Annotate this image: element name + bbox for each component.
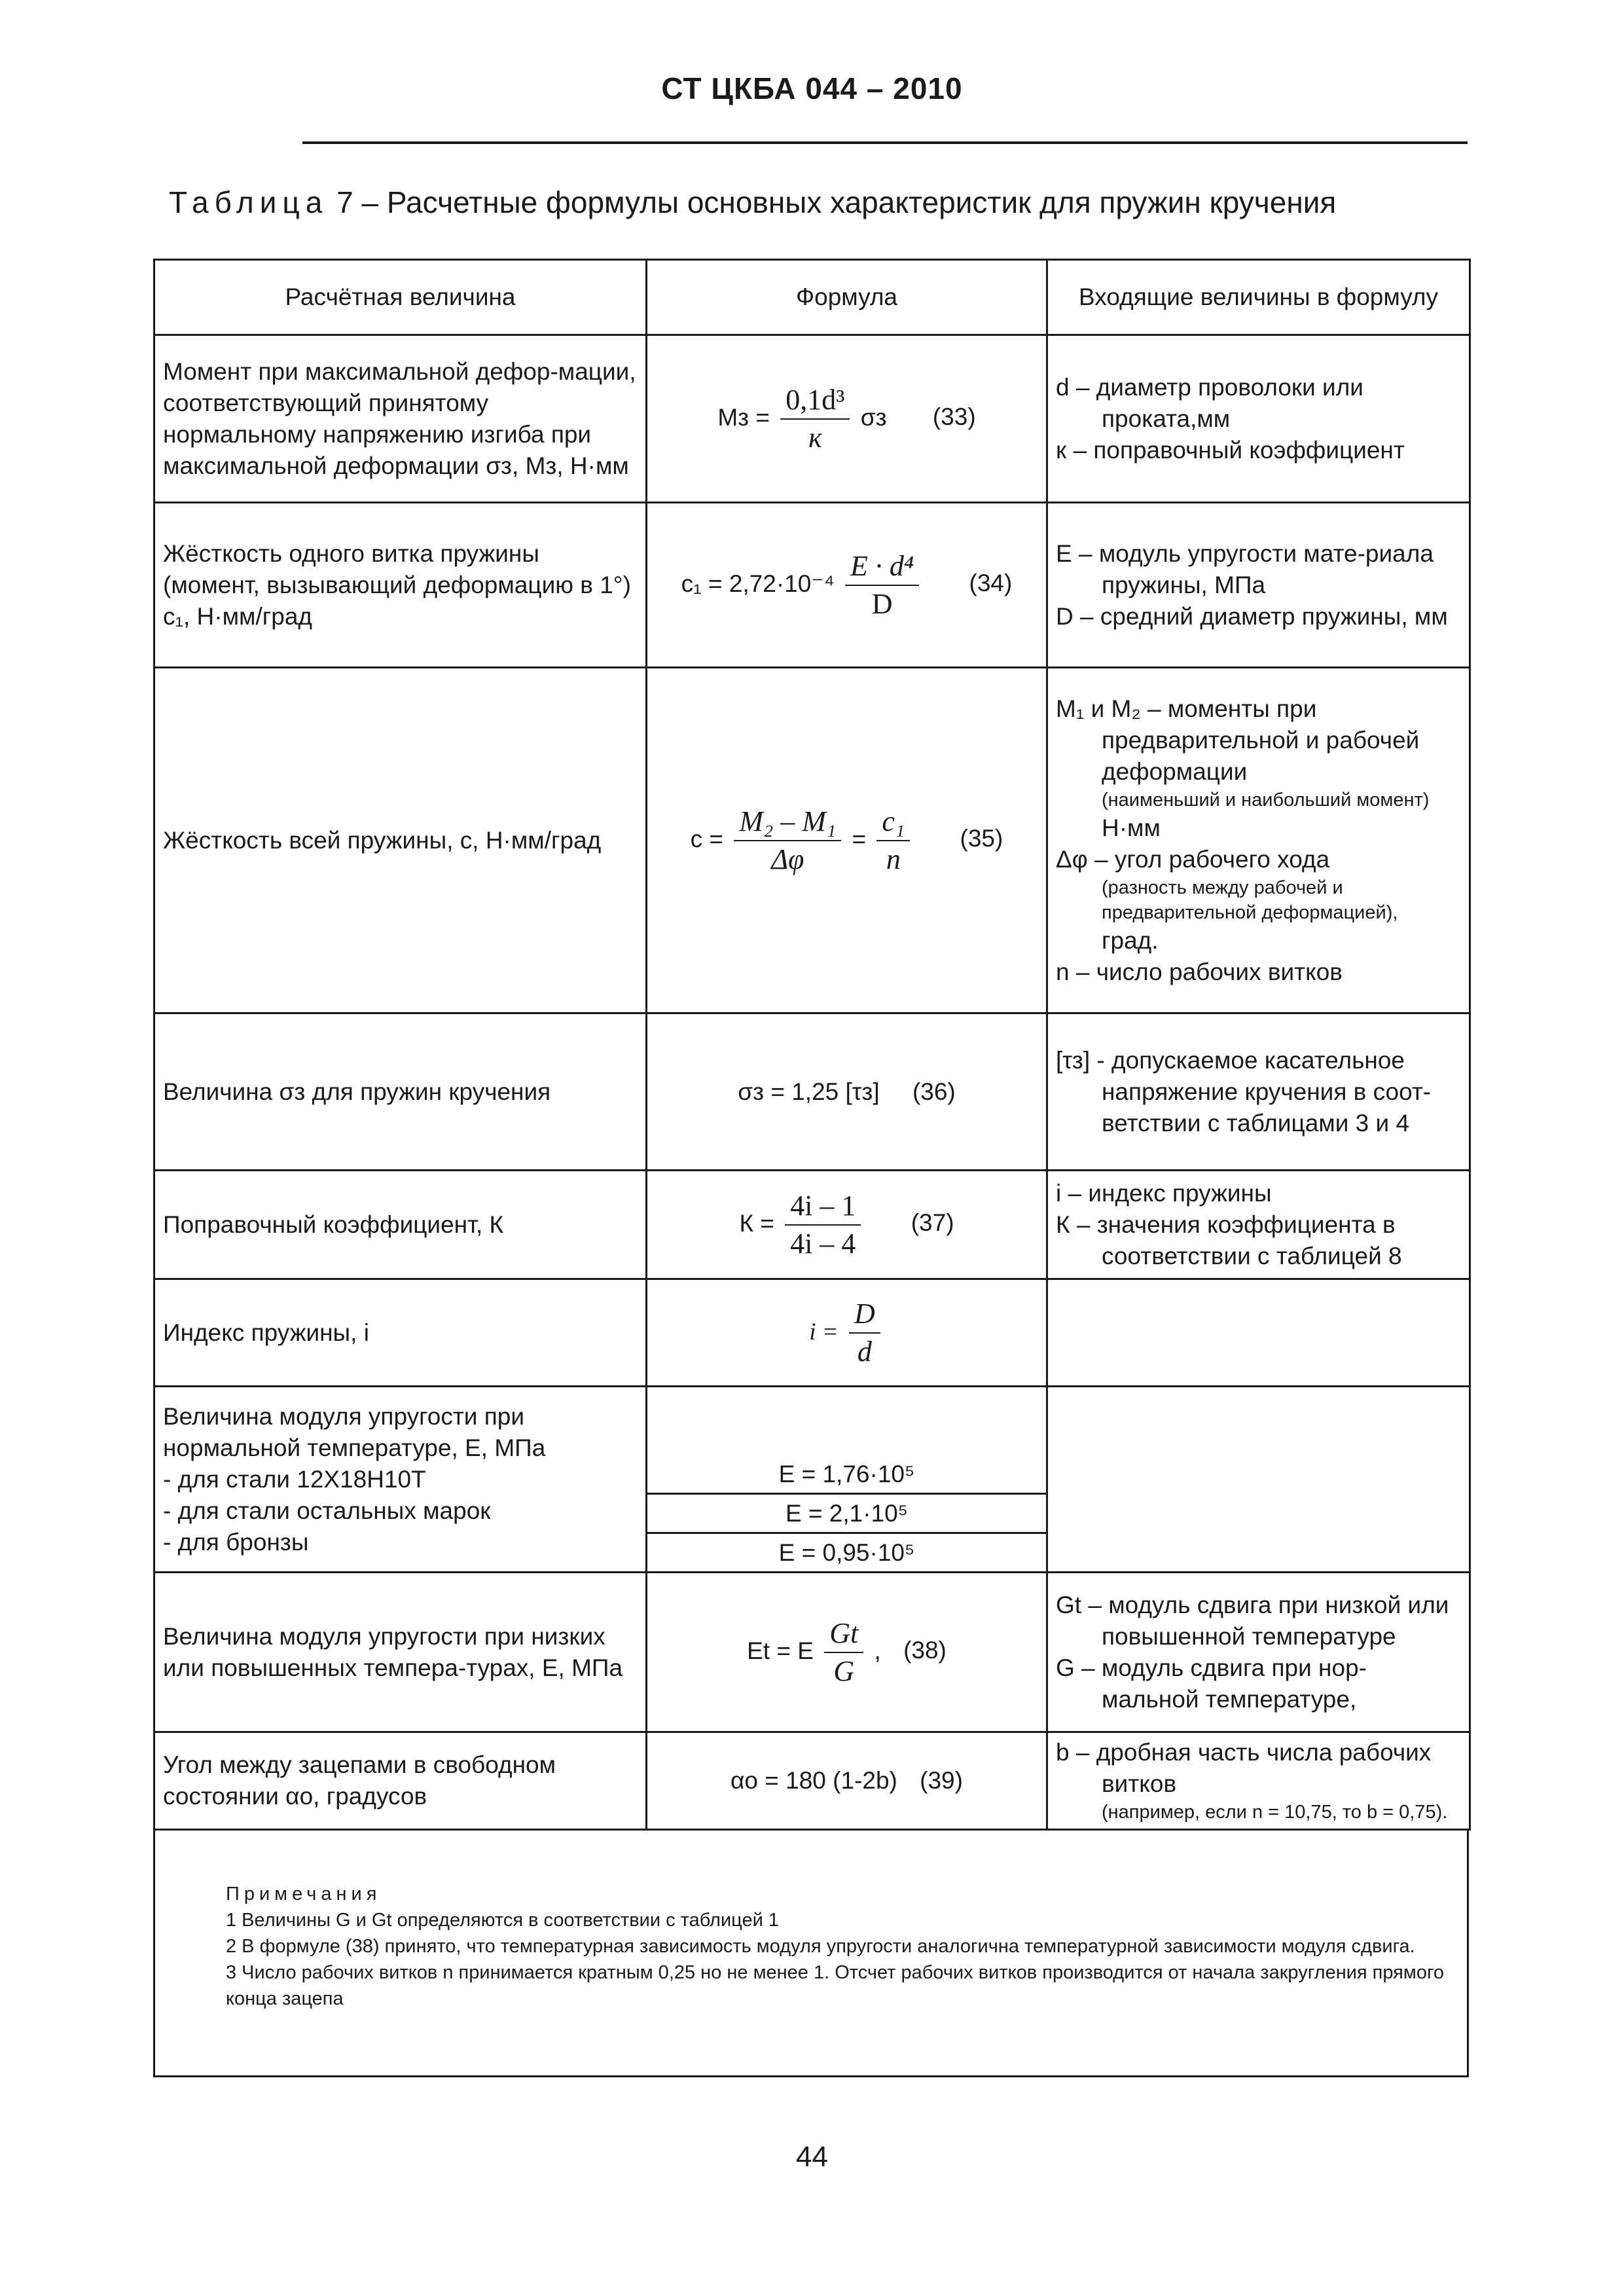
formula-denominator: G bbox=[833, 1654, 855, 1687]
formula-denominator-2: n bbox=[886, 843, 901, 875]
input-line: К – значения коэффициента в соответствии с таблицей 8 bbox=[1056, 1211, 1402, 1269]
modulus-values bbox=[647, 1455, 1046, 1571]
equation-number: (34) bbox=[969, 570, 1013, 597]
quantity-line: - для стали 12Х18Н10Т bbox=[163, 1465, 426, 1493]
equation-number: (38) bbox=[903, 1637, 947, 1664]
row-inputs bbox=[1047, 335, 1470, 503]
row-formula bbox=[647, 1279, 1047, 1387]
table-caption bbox=[169, 185, 1336, 220]
row-quantity: Жёсткость одного витка пружины (момент, вызывающий деформацию в 1°) c₁, Н·мм/град bbox=[154, 503, 647, 668]
document-header: СТ ЦКБА 044 – 2010 bbox=[661, 71, 963, 105]
formula-lhs: К = bbox=[739, 1209, 774, 1237]
table-row bbox=[154, 1171, 1470, 1279]
row-quantity: Угол между зацепами в свободном состоянии αо, градусов bbox=[154, 1732, 647, 1830]
table-row bbox=[154, 503, 1470, 668]
formula-equals: = bbox=[852, 825, 867, 852]
table-row bbox=[154, 668, 1470, 1013]
input-line: i – индекс пружины bbox=[1056, 1179, 1272, 1207]
row-quantity: Индекс пружины, i bbox=[154, 1279, 647, 1387]
formula-lhs: c = bbox=[690, 825, 724, 852]
formula-lhs: c₁ = 2,72·10⁻⁴ bbox=[681, 570, 835, 597]
col-header-quantity: Расчётная величина bbox=[154, 260, 647, 335]
row-formula bbox=[647, 1013, 1047, 1171]
col-header-inputs: Входящие величины в формулу bbox=[1047, 260, 1470, 335]
formula-numerator: 0,1d³ bbox=[780, 383, 850, 420]
note-item: 2 В формуле (38) принято, что температурная зависимость модуля упругости аналогична температурной зависимости модуля сдвига. bbox=[226, 1936, 1415, 1957]
input-line: G – модуль сдвига при нор-мальной температуре, bbox=[1056, 1654, 1367, 1713]
formula-numerator: D bbox=[849, 1297, 880, 1334]
formula-text: σз = 1,25 [τз] bbox=[738, 1078, 880, 1105]
quantity-line: - для бронзы bbox=[163, 1528, 309, 1556]
row-formula bbox=[647, 503, 1047, 668]
input-line: Н·мм bbox=[1102, 814, 1161, 841]
row-formula bbox=[647, 1573, 1047, 1732]
formula-numerator-2: c₁ bbox=[876, 805, 910, 841]
row-formula bbox=[647, 668, 1047, 1013]
modulus-value: E = 0,95·10⁵ bbox=[647, 1532, 1046, 1571]
formula-fraction bbox=[785, 1189, 861, 1261]
input-line: D – средний диаметр пружины, мм bbox=[1056, 602, 1448, 630]
formula-lhs: Et = E bbox=[747, 1637, 814, 1664]
table-row bbox=[154, 1387, 1470, 1573]
input-line: b – дробная часть числа рабочих витков bbox=[1056, 1739, 1432, 1797]
formula-fraction-2 bbox=[876, 805, 910, 877]
row-quantity: Момент при максимальной дефор-мации, соответствующий принятому нормальному напряжению изгиба при максимальной деформации σз, Мз, Н·мм bbox=[154, 335, 647, 503]
formula-denominator: Δφ bbox=[771, 843, 804, 875]
formula-lhs: i = bbox=[809, 1318, 839, 1345]
row-inputs bbox=[1047, 1279, 1470, 1387]
modulus-value: E = 1,76·10⁵ bbox=[778, 1461, 915, 1487]
formula-denominator: 4i – 4 bbox=[790, 1227, 856, 1260]
input-line: Gt – модуль сдвига при низкой или повышенной температуре bbox=[1056, 1591, 1449, 1650]
formula-numerator: 4i – 1 bbox=[785, 1189, 861, 1226]
row-inputs bbox=[1047, 668, 1470, 1013]
table-row bbox=[154, 1573, 1470, 1732]
notes-section bbox=[153, 1829, 1469, 2077]
row-inputs bbox=[1047, 1171, 1470, 1279]
formula-denominator: d bbox=[857, 1335, 872, 1368]
row-quantity: Величина модуля упругости при низких или повышенных темпера-турах, E, МПа bbox=[154, 1573, 647, 1732]
formula-denominator: D bbox=[871, 587, 893, 620]
formula-fraction bbox=[780, 383, 850, 455]
row-formula bbox=[647, 1732, 1047, 1830]
equation-number: (36) bbox=[912, 1078, 956, 1105]
row-inputs bbox=[1047, 1573, 1470, 1732]
note-item: 3 Число рабочих витков n принимается кратным 0,25 но не менее 1. Отсчет рабочих витков производится от начала закругления прямого конца зацепа bbox=[226, 1962, 1445, 2009]
page-number: 44 bbox=[796, 2141, 828, 2173]
input-line: [τз] - допускаемое касательное напряжение кручения в соот-ветствии с таблицами 3 и 4 bbox=[1056, 1046, 1432, 1137]
input-line: E – модуль упругости мате-риала пружины, МПа bbox=[1056, 539, 1434, 598]
note-item: 1 Величины G и Gt определяются в соответствии с таблицей 1 bbox=[226, 1910, 779, 1931]
row-quantity bbox=[154, 1387, 647, 1573]
formula-text: αо = 180 (1-2b) bbox=[731, 1767, 897, 1794]
row-formula bbox=[647, 1387, 1047, 1573]
row-quantity: Величина σз для пружин кручения bbox=[154, 1013, 647, 1171]
formula-fraction bbox=[734, 805, 841, 877]
caption-label: Таблица bbox=[169, 185, 329, 219]
equation-number: (37) bbox=[911, 1209, 954, 1237]
formula-fraction bbox=[824, 1616, 863, 1688]
col-header-formula: Формула bbox=[647, 260, 1047, 335]
input-line: град. bbox=[1102, 926, 1159, 954]
formula-tail: , bbox=[874, 1637, 881, 1664]
input-line: к – поправочный коэффициент bbox=[1056, 436, 1405, 464]
formula-fraction bbox=[849, 1297, 880, 1369]
header-rule bbox=[302, 141, 1468, 144]
row-formula bbox=[647, 1171, 1047, 1279]
input-line: d – диаметр проволоки или проката,мм bbox=[1056, 373, 1363, 432]
formula-denominator: к bbox=[808, 421, 822, 454]
modulus-value: E = 2,1·10⁵ bbox=[647, 1493, 1046, 1532]
table-row bbox=[154, 1732, 1470, 1830]
notes-heading: Примечания bbox=[226, 1884, 382, 1904]
input-line: Δφ – угол рабочего хода bbox=[1056, 845, 1330, 873]
row-quantity: Жёсткость всей пружины, с, Н·мм/град bbox=[154, 668, 647, 1013]
row-inputs bbox=[1047, 1387, 1470, 1573]
input-note: (разность между рабочей и предварительной деформацией), bbox=[1102, 877, 1398, 923]
table-row bbox=[154, 1013, 1470, 1171]
row-inputs bbox=[1047, 503, 1470, 668]
input-note: (наименьший и наибольший момент) bbox=[1102, 789, 1430, 811]
table-header-row bbox=[154, 260, 1470, 335]
equation-number: (39) bbox=[920, 1767, 963, 1794]
input-note: (например, если n = 10,75, то b = 0,75). bbox=[1102, 1802, 1448, 1823]
quantity-line: Величина модуля упругости при нормальной температуре, E, МПа bbox=[163, 1402, 546, 1461]
row-inputs bbox=[1047, 1732, 1470, 1830]
caption-text: 7 – Расчетные формулы основных характеристик для пружин кручения bbox=[336, 185, 1337, 219]
quantity-line: - для стали остальных марок bbox=[163, 1497, 491, 1524]
formula-numerator: E · d⁴ bbox=[845, 549, 919, 586]
formula-fraction bbox=[845, 549, 919, 621]
formula-tail: σз bbox=[860, 403, 887, 431]
formula-table bbox=[153, 259, 1471, 1831]
table-row bbox=[154, 335, 1470, 503]
equation-number: (35) bbox=[960, 825, 1003, 852]
row-formula bbox=[647, 335, 1047, 503]
row-quantity: Поправочный коэффициент, К bbox=[154, 1171, 647, 1279]
formula-lhs: Мз = bbox=[717, 403, 770, 431]
input-line: n – число рабочих витков bbox=[1056, 958, 1343, 985]
input-line: M₁ и M₂ – моменты при предварительной и рабочей деформации bbox=[1056, 695, 1420, 785]
formula-numerator: M₂ – M₁ bbox=[734, 805, 841, 841]
row-inputs bbox=[1047, 1013, 1470, 1171]
formula-numerator: Gt bbox=[824, 1616, 863, 1653]
equation-number: (33) bbox=[932, 403, 976, 431]
table-row bbox=[154, 1279, 1470, 1387]
